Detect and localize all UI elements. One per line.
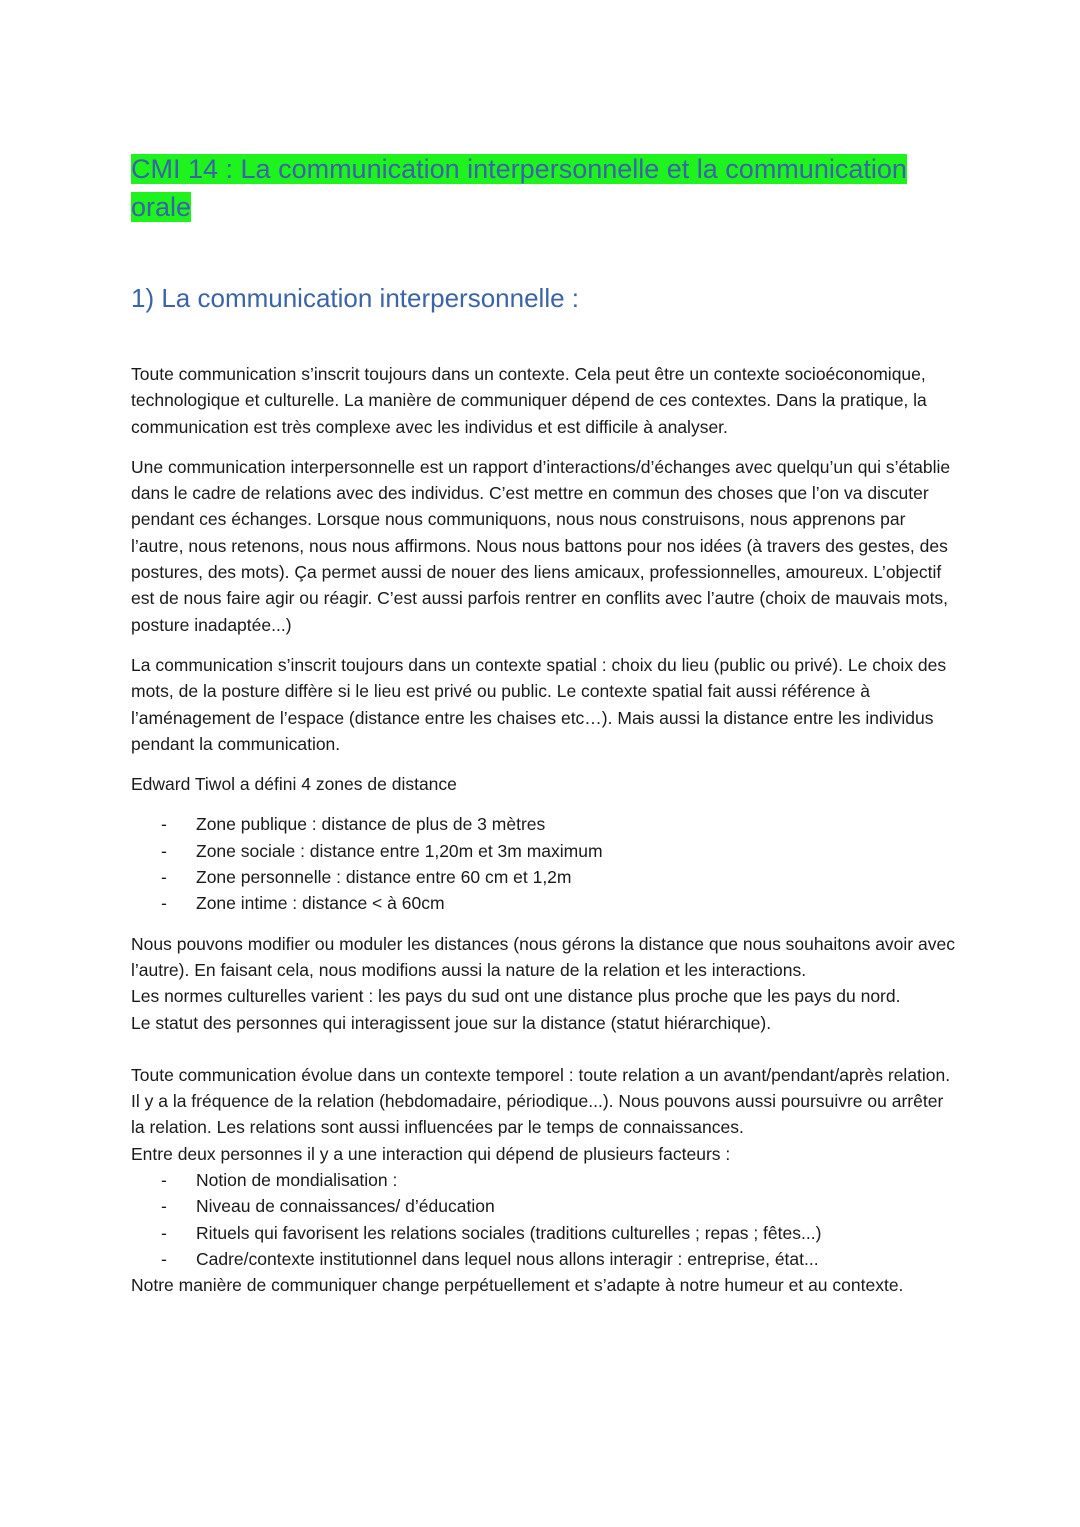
distance-zones-list <box>131 811 961 916</box>
bullet-dash: - <box>161 1170 167 1191</box>
text-line: Le statut des personnes qui interagissent joue sur la distance (statut hiérarchique). <box>131 1012 772 1033</box>
list-item: - Zone intime : distance < à 60cm <box>131 890 961 916</box>
list-item: - Niveau de connaissances/ d’éducation <box>131 1193 961 1219</box>
bullet-dash: - <box>161 893 167 914</box>
list-item: - Rituels qui favorisent les relations sociales (traditions culturelles ; repas ; fêtes...) <box>131 1220 961 1246</box>
bullet-dash: - <box>161 1222 167 1243</box>
paragraph-context: Toute communication s’inscrit toujours dans un contexte. Cela peut être un contexte socioéconomique, technologique et culturelle. La manière de communiquer dépend de ces contextes. Dans la pratique, la communication est très complexe avec les individus et est difficile à analyser. <box>131 364 927 437</box>
list-item: - Cadre/contexte institutionnel dans lequel nous allons interagir : entreprise, état... <box>131 1246 961 1272</box>
list-item: - Zone sociale : distance entre 1,20m et 3m maximum <box>131 838 961 864</box>
text-line: Les normes culturelles varient : les pays du sud ont une distance plus proche que les pays du nord. <box>131 986 901 1007</box>
document-title <box>131 150 911 226</box>
text-line: Toute communication évolue dans un contexte temporel : toute relation a un avant/pendant/après relation. <box>131 1064 951 1085</box>
paragraph-temporal-context <box>131 1062 961 1167</box>
section-heading-1: 1) La communication interpersonnelle : <box>131 283 580 313</box>
text-line: Nous pouvons modifier ou moduler les distances (nous gérons la distance que nous souhaitons avoir avec l’autre). En faisant cela, nous modifions aussi la nature de la relation et les interactions. <box>131 933 955 980</box>
bullet-dash: - <box>161 867 167 888</box>
bullet-dash: - <box>161 1196 167 1217</box>
list-item: - Notion de mondialisation : <box>131 1167 961 1193</box>
document-page <box>131 150 961 1299</box>
text-line: Entre deux personnes il y a une interaction qui dépend de plusieurs facteurs : <box>131 1143 731 1164</box>
bullet-dash: - <box>161 1248 167 1269</box>
bullet-dash: - <box>161 814 167 835</box>
text-line: Il y a la fréquence de la relation (hebdomadaire, périodique...). Nous pouvons aussi poursuivre ou arrêter la relation. Les relations sont aussi influencées par le temps de connaissances. <box>131 1091 944 1138</box>
paragraph-definition: Une communication interpersonnelle est un rapport d’interactions/d’échanges avec quelqu’un qui s’établie dans le cadre de relations avec des individus. C’est mettre en commun des choses que l’on va discuter pendant ces échanges. Lorsque nous communiquons, nous nous construisons, nous apprenons par l’autre, nous retenons, nous nous affirmons. Nous nous battons pour nos idées (à travers des gestes, des postures, des mots). Ça permet aussi de nouer des liens amicaux, professionnelles, amoureux. L’objectif est de nous faire agir ou réagir. C’est aussi parfois rentrer en conflits avec l’autre (choix de mauvais mots, posture inadaptée...) <box>131 456 951 635</box>
list-item: - Zone personnelle : distance entre 60 cm et 1,2m <box>131 864 961 890</box>
paragraph-distance-modulation <box>131 931 961 1036</box>
paragraph-conclusion: Notre manière de communiquer change perpétuellement et s’adapte à notre humeur et au contexte. <box>131 1275 904 1296</box>
bullet-dash: - <box>161 840 167 861</box>
interaction-factors-list <box>131 1167 961 1272</box>
paragraph-distance-zones-intro: Edward Tiwol a défini 4 zones de distance <box>131 774 457 795</box>
title-highlight: CMI 14 : La communication interpersonnelle et la communication orale <box>131 154 907 222</box>
list-item: - Zone publique : distance de plus de 3 mètres <box>131 811 961 837</box>
paragraph-spatial-context: La communication s’inscrit toujours dans un contexte spatial : choix du lieu (public ou privé). Le choix des mots, de la posture diffère si le lieu est privé ou public. Le contexte spatial fait aussi référence à l’aménagement de l’espace (distance entre les chaises etc…). Mais aussi la distance entre les individus pendant la communication. <box>131 654 947 754</box>
